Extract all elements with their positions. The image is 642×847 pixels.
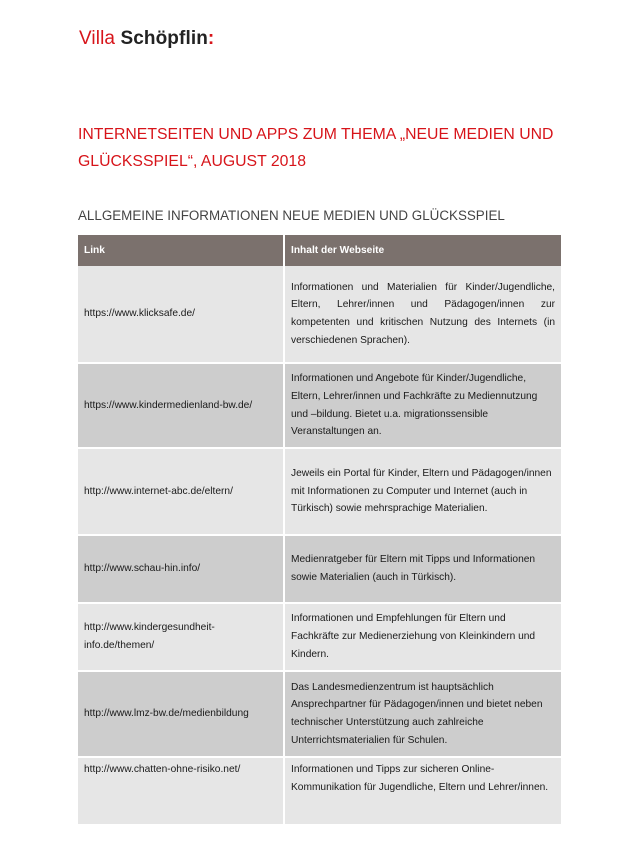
table-row <box>78 757 561 825</box>
table-row <box>78 448 561 535</box>
links-table <box>78 235 561 826</box>
row-link[interactable]: https://www.kindermedienland-bw.de/ <box>78 363 284 448</box>
row-content: Das Landesmedienzentrum ist hauptsächlich Ansprechpartner für Pädagogen/innen und bietet neben technischer Unterstützung auch zahlreiche Unterrichtsmaterialien für Schulen. <box>284 671 561 757</box>
table-row <box>78 266 561 363</box>
logo-colon: : <box>207 28 215 49</box>
logo-villa: Villa <box>79 28 116 49</box>
row-content: Informationen und Angebote für Kinder/Jugendliche, Eltern, Lehrer/innen und Fachkräfte zu Mediennutzung und –bildung. Bietet u.a. migrationssensible Veranstaltungen an. <box>284 363 561 448</box>
header-content: Inhalt der Webseite <box>284 235 561 266</box>
row-link[interactable]: http://www.kindergesundheit-info.de/themen/ <box>78 603 284 671</box>
row-link[interactable]: http://www.internet-abc.de/eltern/ <box>78 448 284 535</box>
row-content: Medienratgeber für Eltern mit Tipps und Informationen sowie Materialien (auch in Türkisch). <box>284 535 561 603</box>
brand-logo <box>79 27 214 51</box>
row-link[interactable]: http://www.chatten-ohne-risiko.net/ <box>78 757 284 825</box>
row-link[interactable]: http://www.schau-hin.info/ <box>78 535 284 603</box>
table-row <box>78 603 561 671</box>
document-title: INTERNETSEITEN UND APPS ZUM THEMA „NEUE MEDIEN UND GLÜCKSSPIEL“, AUGUST 2018 <box>78 126 554 170</box>
logo-name: Schöpflin <box>120 28 208 49</box>
row-link[interactable]: http://www.lmz-bw.de/medienbildung <box>78 671 284 757</box>
row-content: Informationen und Materialien für Kinder/Jugendliche, Eltern, Lehrer/innen und Pädagogen/innen zur kompetenten und kritischen Nutzung des Internets (in verschiedenen Sprachen). <box>284 266 561 363</box>
section-heading: ALLGEMEINE INFORMATIONEN NEUE MEDIEN UND GLÜCKSSPIEL <box>78 208 505 223</box>
table-header-row <box>78 235 561 266</box>
table-row <box>78 535 561 603</box>
header-link: Link <box>78 235 284 266</box>
row-content: Informationen und Tipps zur sicheren Online-Kommunikation für Jugendliche, Eltern und Lehrer/innen. <box>284 757 561 825</box>
table-row <box>78 363 561 448</box>
row-content: Jeweils ein Portal für Kinder, Eltern und Pädagogen/innen mit Informationen zu Computer und Internet (auch in Türkisch) sowie mehrsprachige Materialien. <box>284 448 561 535</box>
table-row <box>78 671 561 757</box>
row-link[interactable]: https://www.klicksafe.de/ <box>78 266 284 363</box>
row-content: Informationen und Empfehlungen für Eltern und Fachkräfte zur Medienerziehung von Kleinkindern und Kindern. <box>284 603 561 671</box>
